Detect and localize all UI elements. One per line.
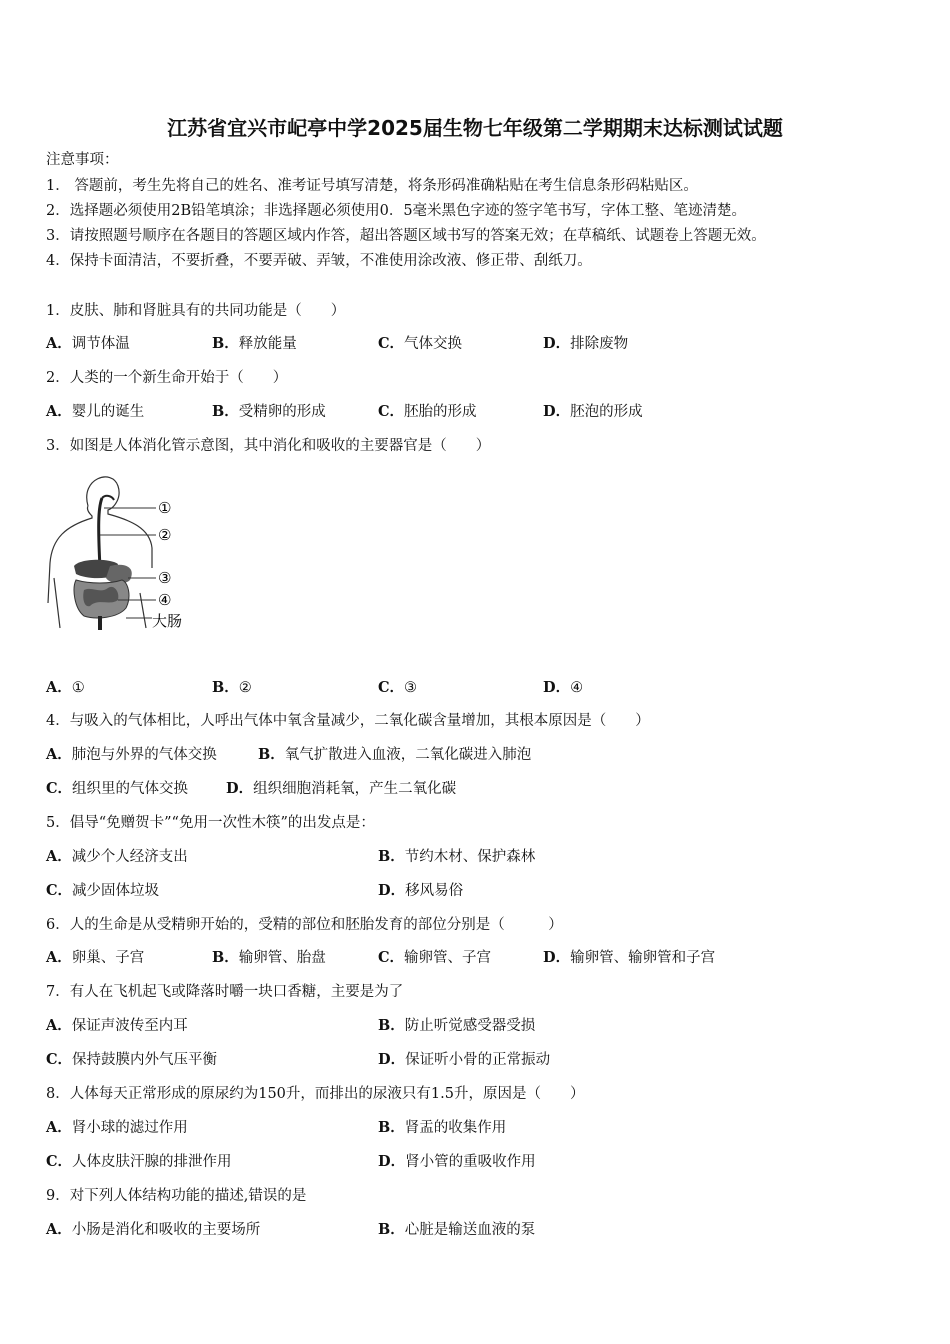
option-c[interactable] xyxy=(46,881,159,901)
option-d[interactable] xyxy=(378,1050,550,1070)
option-text: 排除废物 xyxy=(570,336,629,352)
option-text: ④ xyxy=(570,680,584,696)
option-c[interactable] xyxy=(378,402,477,422)
option-key: A． xyxy=(46,746,72,763)
option-text: 保证听小骨的正常振动 xyxy=(405,1052,551,1068)
option-b[interactable] xyxy=(378,847,535,867)
option-a[interactable] xyxy=(46,1016,188,1036)
option-key: A． xyxy=(46,403,72,420)
option-c[interactable] xyxy=(378,948,491,968)
option-key: A． xyxy=(46,949,72,966)
digestive-tract-figure xyxy=(40,468,200,638)
option-d[interactable] xyxy=(543,948,715,968)
question-3-stem: 3．如图是人体消化管示意图，其中消化和吸收的主要器官是（ ） xyxy=(46,438,491,454)
option-key: A． xyxy=(46,335,72,352)
option-key: C． xyxy=(378,335,405,352)
option-b[interactable] xyxy=(212,334,297,354)
option-key: A． xyxy=(46,1119,72,1136)
option-a[interactable] xyxy=(46,847,188,867)
option-text: 组织细胞消耗氧，产生二氧化碳 xyxy=(253,781,457,797)
option-key: D． xyxy=(378,1153,406,1170)
option-c[interactable] xyxy=(378,678,417,698)
option-text: 调节体温 xyxy=(71,336,130,352)
option-key: B． xyxy=(212,403,239,420)
option-b[interactable] xyxy=(212,948,326,968)
option-key: B． xyxy=(258,746,285,763)
option-key: B． xyxy=(212,335,239,352)
question-8-stem: 8．人体每天正常形成的原尿约为150升，而排出的尿液只有1.5升，原因是（ ） xyxy=(46,1086,585,1102)
option-text: 婴儿的诞生 xyxy=(71,404,145,420)
option-d[interactable] xyxy=(226,779,456,799)
option-b[interactable] xyxy=(378,1016,535,1036)
option-text: 移风易俗 xyxy=(405,883,464,899)
pharynx-shape xyxy=(102,496,114,500)
option-text: 肾盂的收集作用 xyxy=(404,1120,507,1136)
notice-item: 2．选择题必须使用2B铅笔填涂；非选择题必须使用0．5毫米黑色字迹的签字笔书写，字体工整、笔迹清楚。 xyxy=(46,203,747,219)
option-text: 保持鼓膜内外气压平衡 xyxy=(72,1052,218,1068)
option-key: B． xyxy=(378,1017,405,1034)
option-d[interactable] xyxy=(543,678,583,698)
option-text: 氧气扩散进入血液，二氧化碳进入肺泡 xyxy=(284,747,532,763)
option-key: A． xyxy=(46,1017,72,1034)
option-c[interactable] xyxy=(378,334,462,354)
figure-label: 大肠 xyxy=(152,612,183,630)
esophagus-shape xyxy=(99,498,102,568)
notice-item: 3．请按照题号顺序在各题目的答题区域内作答，超出答题区域书写的答案无效；在草稿纸、试题卷上答题无效。 xyxy=(46,228,766,244)
option-text: 节约木材、保护森林 xyxy=(404,849,536,865)
question-7-stem: 7．有人在飞机起飞或降落时嚼一块口香糖，主要是为了 xyxy=(46,984,404,1000)
option-key: B． xyxy=(378,1221,405,1238)
option-text: 卵巢、子宫 xyxy=(71,950,145,966)
option-text: 输卵管、子宫 xyxy=(404,950,492,966)
option-text: 输卵管、胎盘 xyxy=(238,950,326,966)
option-b[interactable] xyxy=(212,402,326,422)
option-key: C． xyxy=(378,679,405,696)
question-5-stem: 5．倡导“免赠贺卡”“免用一次性木筷”的出发点是： xyxy=(46,815,375,831)
option-b[interactable] xyxy=(378,1118,506,1138)
option-text: 胚胎的形成 xyxy=(404,404,477,420)
option-key: D． xyxy=(226,780,254,797)
question-9-stem: 9．对下列人体结构功能的描述,错误的是 xyxy=(46,1188,307,1204)
notice-heading: 注意事项： xyxy=(46,152,119,168)
option-key: D． xyxy=(378,882,406,899)
option-c[interactable] xyxy=(46,779,188,799)
option-d[interactable] xyxy=(378,881,463,901)
option-text: 小肠是消化和吸收的主要场所 xyxy=(71,1222,261,1238)
figure-label: ① xyxy=(158,499,172,517)
option-key: C． xyxy=(46,1153,73,1170)
option-key: D． xyxy=(543,403,571,420)
option-key: C． xyxy=(378,949,405,966)
notice-item: 4．保持卡面清洁，不要折叠，不要弄破、弄皱，不准使用涂改液、修正带、刮纸刀。 xyxy=(46,253,592,269)
option-key: D． xyxy=(543,949,571,966)
option-key: B． xyxy=(378,848,405,865)
option-text: 防止听觉感受器受损 xyxy=(404,1018,536,1034)
option-key: D． xyxy=(543,335,571,352)
option-text: 保证声波传至内耳 xyxy=(71,1018,188,1034)
option-a[interactable] xyxy=(46,1220,260,1240)
option-key: C． xyxy=(46,882,73,899)
figure-label: ③ xyxy=(158,569,172,587)
option-c[interactable] xyxy=(46,1050,217,1070)
figure-label: ② xyxy=(158,526,172,544)
option-b[interactable] xyxy=(258,745,531,765)
option-b[interactable] xyxy=(212,678,252,698)
option-text: ① xyxy=(71,680,85,696)
page-title: 江苏省宜兴市屺亭中学2025届生物七年级第二学期期末达标测试试题 xyxy=(167,116,783,140)
option-b[interactable] xyxy=(378,1220,535,1240)
option-text: 气体交换 xyxy=(404,336,463,352)
option-text: 释放能量 xyxy=(238,336,297,352)
option-d[interactable] xyxy=(543,334,628,354)
option-text: 肺泡与外界的气体交换 xyxy=(71,747,217,763)
question-1-stem: 1．皮肤、肺和肾脏具有的共同功能是（ ） xyxy=(46,303,346,319)
option-a[interactable] xyxy=(46,678,85,698)
question-2-stem: 2．人类的一个新生命开始于（ ） xyxy=(46,370,288,386)
option-d[interactable] xyxy=(543,402,643,422)
option-a[interactable] xyxy=(46,334,130,354)
option-key: A． xyxy=(46,679,72,696)
option-text: 肾小管的重吸收作用 xyxy=(405,1154,536,1170)
option-key: B． xyxy=(378,1119,405,1136)
option-key: D． xyxy=(543,679,571,696)
option-key: A． xyxy=(46,1221,72,1238)
option-text: 胚泡的形成 xyxy=(570,404,643,420)
option-a[interactable] xyxy=(46,948,144,968)
option-key: A． xyxy=(46,848,72,865)
option-text: 减少固体垃圾 xyxy=(72,883,160,899)
option-text: 受精卵的形成 xyxy=(238,404,326,420)
notice-item: 1． 答题前，考生先将自己的姓名、准考证号填写清楚，将条形码准确粘贴在考生信息条形码粘贴区。 xyxy=(46,178,698,194)
option-key: D． xyxy=(378,1051,406,1068)
option-key: C． xyxy=(46,1051,73,1068)
option-text: ③ xyxy=(404,680,418,696)
option-a[interactable] xyxy=(46,402,144,422)
option-a[interactable] xyxy=(46,1118,188,1138)
option-c[interactable] xyxy=(46,1152,232,1172)
option-key: C． xyxy=(378,403,405,420)
question-4-stem: 4．与吸入的气体相比，人呼出气体中氧含量减少，二氧化碳含量增加，其根本原因是（ ） xyxy=(46,713,650,729)
option-text: ② xyxy=(238,680,252,696)
option-a[interactable] xyxy=(46,745,217,765)
figure-label: ④ xyxy=(158,591,172,609)
option-text: 减少个人经济支出 xyxy=(71,849,188,865)
option-text: 心脏是输送血液的泵 xyxy=(404,1222,536,1238)
option-text: 肾小球的滤过作用 xyxy=(71,1120,188,1136)
option-d[interactable] xyxy=(378,1152,536,1172)
question-6-stem: 6．人的生命是从受精卵开始的，受精的部位和胚胎发育的部位分别是（ ） xyxy=(46,917,563,933)
option-key: B． xyxy=(212,949,239,966)
option-key: B． xyxy=(212,679,239,696)
option-text: 组织里的气体交换 xyxy=(72,781,189,797)
option-text: 输卵管、输卵管和子宫 xyxy=(570,950,716,966)
option-key: C． xyxy=(46,780,73,797)
option-text: 人体皮肤汗腺的排泄作用 xyxy=(72,1154,232,1170)
